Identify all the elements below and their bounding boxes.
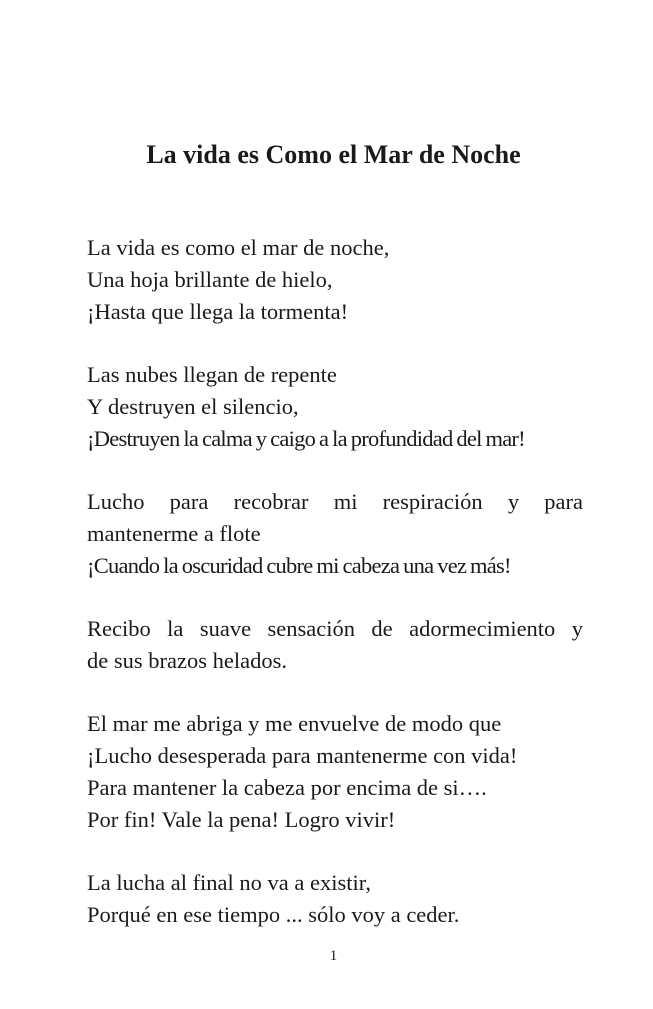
- poem-line: Y destruyen el silencio,: [87, 394, 299, 419]
- stanza-3: [87, 486, 583, 582]
- poem-body: [87, 232, 583, 962]
- poem-line: Una hoja brillante de hielo,: [87, 267, 333, 292]
- poem-line: Para mantener la cabeza por encima de si….: [87, 775, 487, 800]
- stanza-1: [87, 232, 583, 328]
- poem-line: El mar me abriga y me envuelve de modo que: [87, 711, 502, 736]
- poem-line: Por fin! Vale la pena! Logro vivir!: [87, 807, 396, 832]
- stanza-6: [87, 867, 583, 931]
- stanza-5: [87, 708, 583, 836]
- poem-line: Lucho para recobrar mi respiración y para: [87, 489, 583, 514]
- poem-line: Recibo la suave sensación de adormecimiento y: [87, 616, 583, 641]
- poem-line: ¡Destruyen la calma y caigo a la profundidad del mar!: [87, 426, 525, 451]
- stanza-4: [87, 613, 583, 677]
- poem-line: de sus brazos helados.: [87, 648, 287, 673]
- poem-line: La lucha al final no va a existir,: [87, 870, 371, 895]
- poem-line: Las nubes llegan de repente: [87, 362, 337, 387]
- poem-line: Porqué en ese tiempo ... sólo voy a ceder.: [87, 902, 460, 927]
- stanza-2: [87, 359, 583, 455]
- poem-line: La vida es como el mar de noche,: [87, 235, 390, 260]
- poem-line: ¡Hasta que llega la tormenta!: [87, 299, 349, 324]
- poem-line: ¡Cuando la oscuridad cubre mi cabeza una vez más!: [87, 553, 511, 578]
- poem-line: ¡Lucho desesperada para mantenerme con vida!: [87, 743, 518, 768]
- poem-line: mantenerme a flote: [87, 521, 261, 546]
- poem-title: La vida es Como el Mar de Noche: [146, 140, 521, 169]
- page-number: 1: [329, 948, 338, 964]
